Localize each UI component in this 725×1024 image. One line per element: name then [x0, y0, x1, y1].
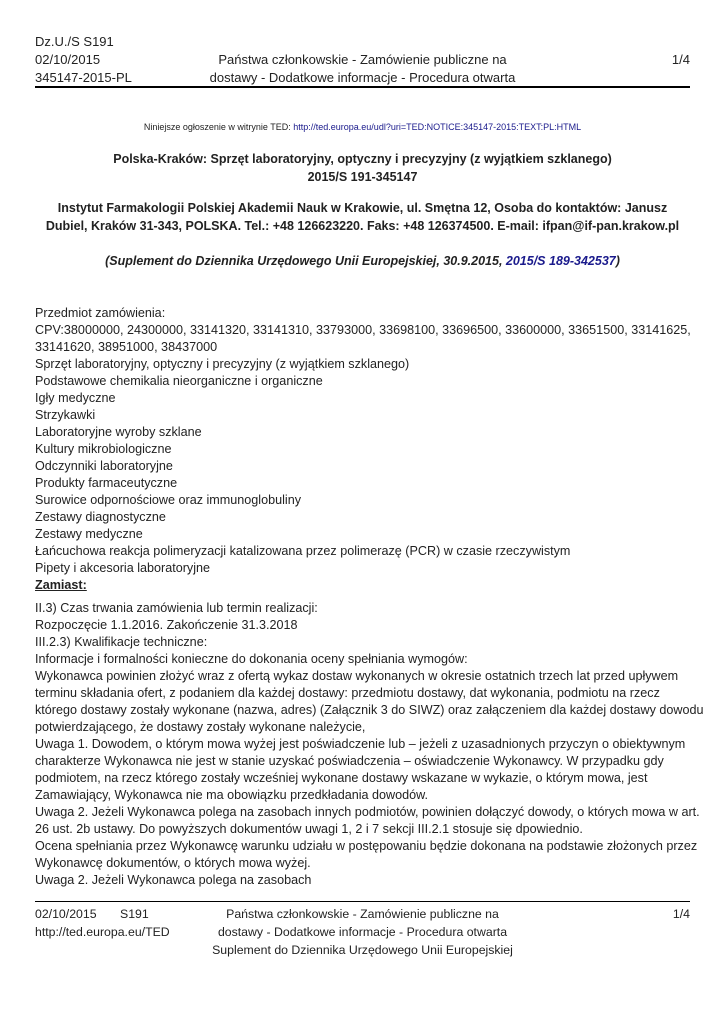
supplement-text: (Suplement do Dziennika Urzędowego Unii Europejskiej, 30.9.2015,	[105, 254, 506, 268]
body-line: Podstawowe chemikalia nieorganiczne i organiczne	[35, 374, 323, 388]
body-line: terminu składania ofert, z podaniem dla każdej dostawy: przedmiotu dostawy, dat wykonania, podmiotu na rzecz	[35, 686, 660, 700]
body-line: Strzykawki	[35, 408, 96, 422]
footer-title	[35, 905, 690, 959]
header-notice-id: 345147-2015-PL	[35, 70, 132, 85]
body-line: 26 ust. 2b ustawy. Do powyższych dokumentów uwagi 1, 2 i 7 sekcji III.2.1 stosuje się dpowiednio.	[35, 822, 583, 836]
body-section-2	[35, 600, 704, 889]
footer-ref: S191	[120, 907, 149, 921]
body-line: Uwaga 2. Jeżeli Wykonawca polega na zasobach innych podmiotów, powinien dołączyć dowody, o których mowa w art.	[35, 805, 700, 819]
header-date: 02/10/2015	[35, 52, 101, 67]
contracting-line: Instytut Farmakologii Polskiej Akademii Nauk w Krakowie, ul. Smętna 12, Osoba do kontaktów: Janusz	[57, 201, 668, 215]
body-line: którego dostawy zostały wykonane (nazwa, adres) (Załącznik 3 do SIWZ) oraz załączeniem dla każdej dostawy dowodu	[35, 703, 704, 717]
body-line: CPV:38000000, 24300000, 33141320, 33141310, 33793000, 33698100, 33696500, 33600000, 33651500, 33141625,	[35, 323, 691, 337]
body-line: potwierdzającego, że dostawy zostały wykonane należycie,	[35, 720, 366, 734]
body-line: Uwaga 1. Dowodem, o którym mowa wyżej jest poświadczenie lub – jeżeli z uzasadnionych przyczyn o obiektywnym	[35, 737, 686, 751]
supplement-reference	[35, 252, 690, 270]
body-line: Ocena spełniania przez Wykonawcę warunku udziału w postępowaniu będzie dokonana na podstawie złożonych przez	[35, 839, 698, 853]
ted-notice-link[interactable]: http://ted.europa.eu/udl?uri=TED:NOTICE:345147-2015:TEXT:PL:HTML	[293, 122, 582, 132]
body-line: Zestawy medyczne	[35, 527, 143, 541]
body-line: Przedmiot zamówienia:	[35, 306, 166, 320]
body-line: Sprzęt laboratoryjny, optyczny i precyzyjny (z wyjątkiem szklanego)	[35, 357, 410, 371]
body-line: Zamawiający, Wykonawca nie ma obowiązku przedkładania dowodów.	[35, 788, 429, 802]
body-line: Produkty farmaceutyczne	[35, 476, 178, 490]
header-page-number: 1/4	[671, 52, 690, 67]
supplement-link[interactable]: 2015/S 189-342537	[505, 254, 616, 268]
contracting-authority	[35, 199, 690, 235]
body-line: Igły medyczne	[35, 391, 116, 405]
footer-page-number: 1/4	[672, 907, 690, 921]
footer-title-line: dostawy - Dodatkowe informacje - Procedura otwarta	[217, 925, 508, 939]
contracting-line: Dubiel, Kraków 31-343, POLSKA. Tel.: +48 126623220. Faks: +48 126374500. E-mail: ifpan@if-pan.krakow.pl	[45, 219, 680, 233]
body-line: Zestawy diagnostyczne	[35, 510, 166, 524]
body-section-1	[35, 305, 695, 577]
body-line: Informacje i formalności konieczne do dokonania oceny spełniania wymogów:	[35, 652, 468, 666]
body-line: Laboratoryjne wyroby szklane	[35, 425, 202, 439]
footer-title-line: Państwa członkowskie - Zamówienie publiczne na	[226, 907, 499, 921]
supplement-text: )	[615, 254, 620, 268]
notice-number: 2015/S 191-345147	[307, 170, 418, 184]
body-line: Wykonawcę dokumentów, o których mowa wyżej.	[35, 856, 311, 870]
header-title-line: dostawy - Dodatkowe informacje - Procedura otwarta	[209, 70, 516, 85]
ted-notice-label: Niniejsze ogłoszenie w witrynie TED:	[143, 122, 294, 132]
footer-title-line: Suplement do Dziennika Urzędowego Unii Europejskiej	[212, 943, 513, 957]
body-line: Łańcuchowa reakcja polimeryzacji katalizowana przez polimerazę (PCR) w czasie rzeczywistym	[35, 544, 571, 558]
body-line: 33141620, 38951000, 38437000	[35, 340, 218, 354]
zamiast-heading: Zamiast:	[35, 578, 87, 592]
header-title-line: Państwa członkowskie - Zamówienie publiczne na	[218, 52, 507, 67]
footer-divider	[35, 901, 690, 902]
footer-url: http://ted.europa.eu/TED	[35, 925, 170, 939]
body-line: Rozpoczęcie 1.1.2016. Zakończenie 31.3.2018	[35, 618, 298, 632]
notice-title-line: Polska-Kraków: Sprzęt laboratoryjny, optyczny i precyzyjny (z wyjątkiem szklanego)	[113, 152, 612, 166]
body-line: podmiotem, na rzecz którego zostały wcześniej wykonane dostawy wskazane w wykazie, o którym mowa, jest	[35, 771, 648, 785]
footer-date: 02/10/2015	[35, 907, 97, 921]
body-line: Kultury mikrobiologiczne	[35, 442, 172, 456]
header-title	[35, 51, 690, 87]
body-line: charakterze Wykonawca nie jest w stanie uzyskać poświadczenia – oświadczenie Wykonawcy. W przypadku gdy	[35, 754, 664, 768]
ted-notice	[0, 122, 725, 132]
body-line: Odczynniki laboratoryjne	[35, 459, 173, 473]
notice-title	[35, 150, 690, 186]
body-line: II.3) Czas trwania zamówienia lub termin realizacji:	[35, 601, 318, 615]
body-line: III.2.3) Kwalifikacje techniczne:	[35, 635, 208, 649]
body-line: Wykonawca powinien złożyć wraz z ofertą wykaz dostaw wykonanych w okresie ostatnich trzech lat przed upływem	[35, 669, 679, 683]
header-ref: Dz.U./S S191	[35, 34, 114, 49]
body-line: Pipety i akcesoria laboratoryjne	[35, 561, 211, 575]
header-divider	[35, 86, 690, 88]
body-line: Surowice odpornościowe oraz immunoglobuliny	[35, 493, 302, 507]
body-line: Uwaga 2. Jeżeli Wykonawca polega na zasobach	[35, 873, 312, 887]
